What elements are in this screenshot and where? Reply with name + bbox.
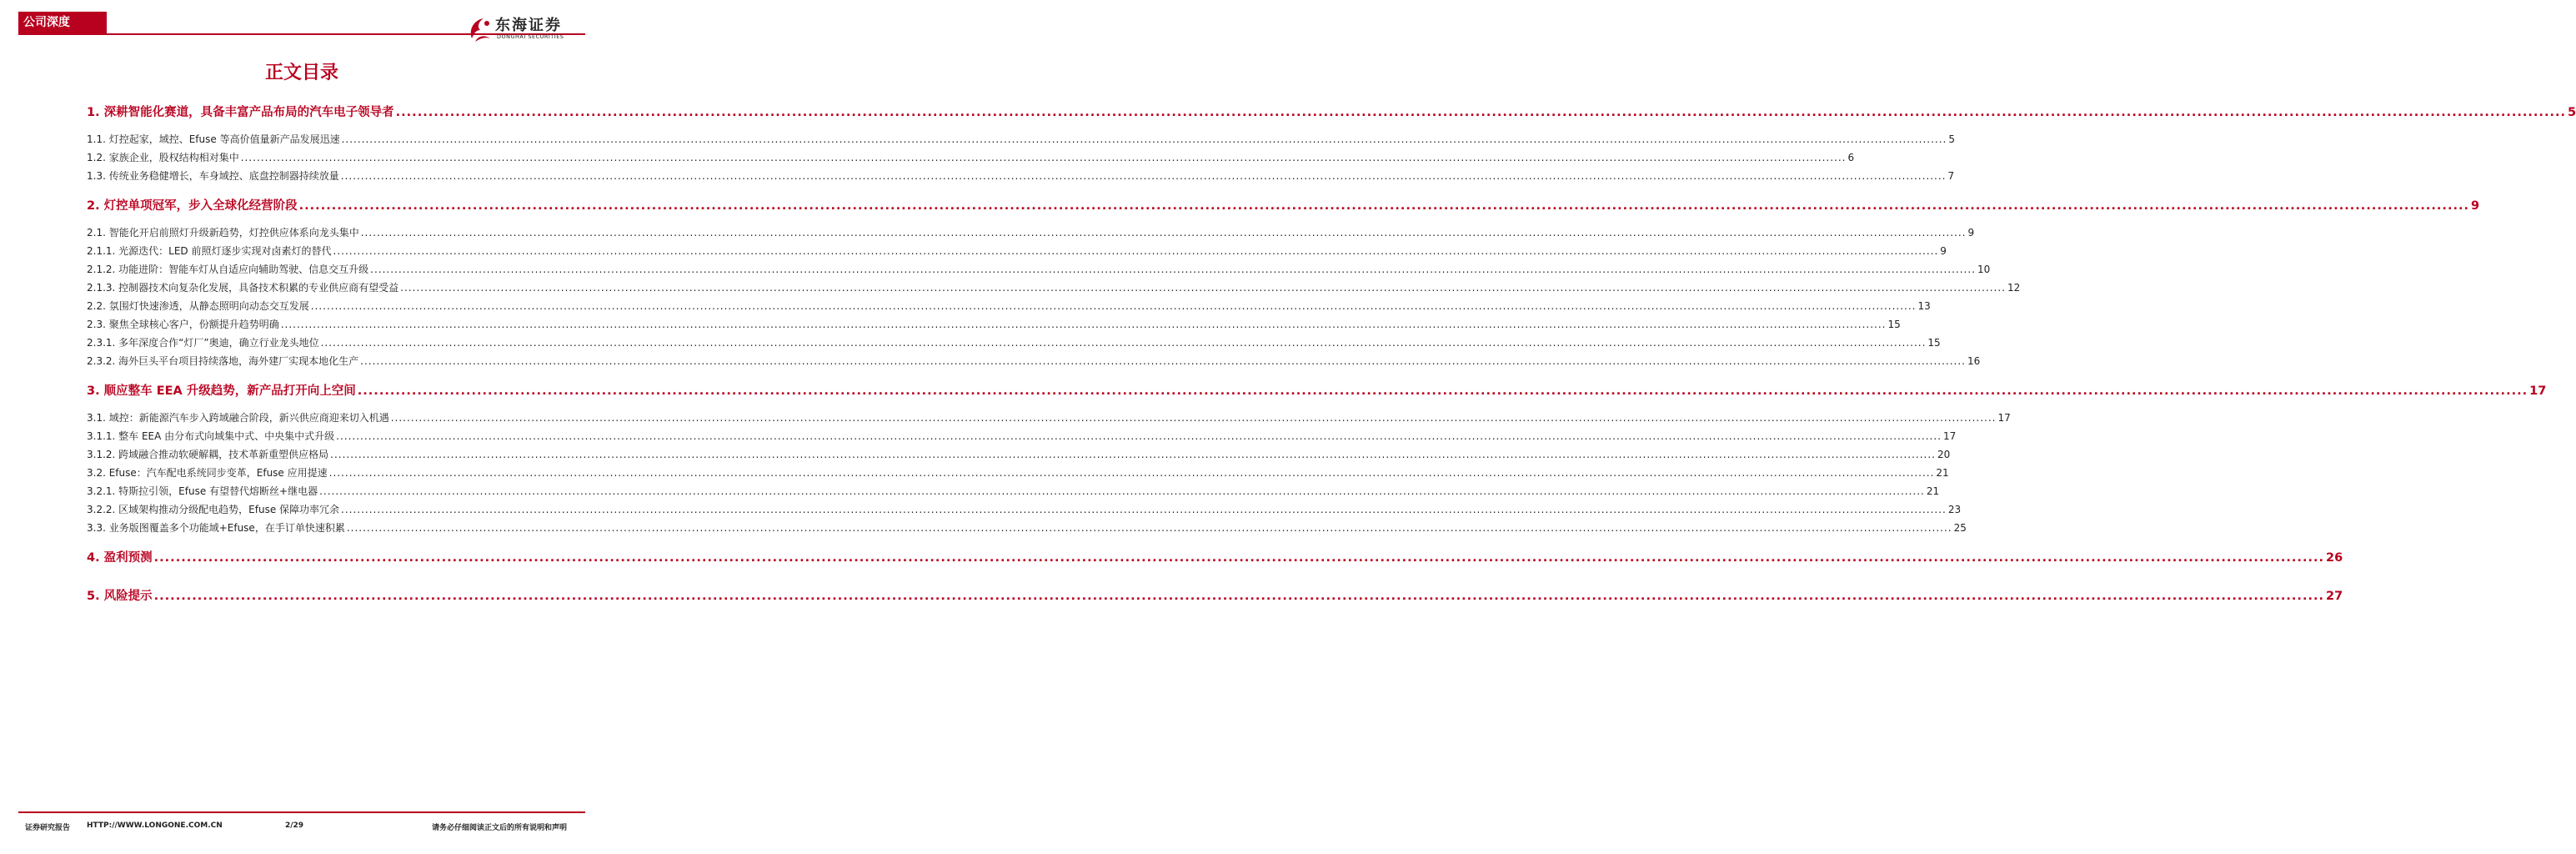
toc-chapter-entry[interactable] — [87, 102, 2576, 123]
toc-entry-page: 9 — [2470, 199, 2480, 213]
toc-section-entry[interactable] — [87, 427, 1957, 445]
toc-entry-label: 3.2.1. 特斯拉引领，Efuse 有望替代熔断丝+继电器 — [87, 485, 318, 497]
toc-dot-leader: ................................................................................................................................................................................................................................................................................................................................................................................................................ — [346, 522, 1952, 534]
toc-section-entry[interactable] — [87, 148, 1855, 167]
toc-section-entry[interactable] — [87, 297, 1931, 315]
toc-section-entry[interactable] — [87, 224, 1975, 242]
toc-dot-leader: ................................................................................................................................................................................................................................................................................................................................................................................................................ — [400, 282, 2006, 294]
footer-report-label: 证券研究报告 — [25, 824, 71, 832]
toc-entry-page: 20 — [1937, 449, 1951, 460]
toc-section-entry[interactable] — [87, 130, 1955, 148]
toc-entry-page: 17 — [2529, 384, 2547, 398]
toc-entry-page: 21 — [1936, 467, 1949, 479]
toc-gap — [87, 607, 519, 614]
footer-disclaimer: 请务必仔细阅读正文后的所有说明和声明 — [432, 824, 568, 832]
toc-section-entry[interactable] — [87, 167, 1955, 185]
toc-dot-leader: ................................................................................................................................................................................................................................................................................................................................................................................................................ — [341, 133, 1947, 145]
toc-dot-leader: ................................................................................................................................................................................................................................................................................................................................................................................................................ — [240, 152, 1847, 163]
toc-dot-leader: ................................................................................................................................................................................................................................................................................................................................................................................................................ — [390, 412, 1997, 424]
toc-entry-label: 4. 盈利预测 — [87, 551, 153, 565]
toc-gap — [87, 402, 519, 409]
logo-emblem-icon — [467, 13, 495, 47]
toc-dot-leader: ................................................................................................................................................................................................................................................................................................................................................................................................................ — [333, 245, 1939, 257]
toc-entry-label: 3.1. 域控：新能源汽车步入跨域融合阶段，新兴供应商迎来切入机遇 — [87, 412, 389, 424]
toc-dot-leader: ................................................................................................................................................................................................................................................................................................................................................................................................................ — [153, 551, 2324, 565]
toc-entry-label: 1. 深耕智能化赛道，具备丰富产品布局的汽车电子领导者 — [87, 106, 394, 119]
toc-entry-page: 12 — [2007, 282, 2021, 294]
toc-entry-page: 26 — [2325, 551, 2343, 565]
toc-section-entry[interactable] — [87, 482, 1940, 500]
toc-section-entry[interactable] — [87, 500, 1962, 519]
toc-entry-page: 23 — [1947, 504, 1962, 515]
toc-section-entry[interactable] — [87, 242, 1947, 260]
toc-entry-page: 17 — [1997, 412, 2011, 424]
toc-entry-page: 5 — [1948, 133, 1955, 145]
toc-section-entry[interactable] — [87, 519, 1967, 537]
toc-section-entry[interactable] — [87, 352, 1981, 370]
toc-section-entry[interactable] — [87, 464, 1949, 482]
toc-chapter-entry[interactable] — [87, 547, 2343, 569]
toc-chapter-entry[interactable] — [87, 380, 2547, 402]
toc-dot-leader: ................................................................................................................................................................................................................................................................................................................................................................................................................ — [319, 485, 1925, 497]
toc-gap — [87, 537, 519, 547]
toc-entry-label: 3. 顺应整车 EEA 升级趋势，新产品打开向上空间 — [87, 384, 356, 398]
toc-section-entry[interactable] — [87, 409, 2011, 427]
report-type-tag: 公司深度 — [18, 12, 107, 33]
toc-entry-label: 1.2. 家族企业，股权结构相对集中 — [87, 152, 239, 163]
toc-entry-label: 2.1.2. 功能进阶：智能车灯从自适应向辅助驾驶、信息交互升级 — [87, 264, 369, 275]
toc-gap — [87, 370, 519, 380]
toc-section-entry[interactable] — [87, 279, 2021, 297]
toc-dot-leader: ................................................................................................................................................................................................................................................................................................................................................................................................................ — [395, 106, 2566, 119]
toc-section-entry[interactable] — [87, 445, 1951, 464]
toc-section-entry[interactable] — [87, 315, 1901, 334]
toc-dot-leader: ................................................................................................................................................................................................................................................................................................................................................................................................................ — [328, 467, 1935, 479]
toc-entry-label: 2.3.2. 海外巨头平台项目持续落地，海外建厂实现本地化生产 — [87, 355, 359, 367]
toc-dot-leader: ................................................................................................................................................................................................................................................................................................................................................................................................................ — [320, 337, 1927, 349]
toc-entry-label: 3.3. 业务版图覆盖多个功能域+Efuse，在手订单快速积累 — [87, 522, 345, 534]
toc-entry-page: 27 — [2325, 590, 2343, 603]
toc-dot-leader: ................................................................................................................................................................................................................................................................................................................................................................................................................ — [340, 170, 1947, 182]
toc-entry-page: 6 — [1847, 152, 1855, 163]
toc-entry-page: 25 — [1953, 522, 1967, 534]
toc-entry-label: 3.2. Efuse：汽车配电系统同步变革，Efuse 应用提速 — [87, 467, 328, 479]
toc-entry-page: 7 — [1947, 170, 1955, 182]
toc-entry-page: 15 — [1927, 337, 1941, 349]
toc-dot-leader: ................................................................................................................................................................................................................................................................................................................................................................................................................ — [360, 355, 1966, 367]
toc-entry-label: 2.1. 智能化开启前照灯升级新趋势，灯控供应体系向龙头集中 — [87, 227, 359, 239]
toc-entry-page: 15 — [1887, 319, 1901, 330]
toc-entry-page: 10 — [1977, 264, 1991, 275]
toc-entry-page: 9 — [1940, 245, 1947, 257]
toc-entry-page: 5 — [2567, 106, 2576, 119]
toc-entry-label: 3.2.2. 区域架构推动分级配电趋势，Efuse 保障功率冗余 — [87, 504, 340, 515]
toc-entry-label: 2.3. 聚焦全球核心客户，份额提升趋势明确 — [87, 319, 279, 330]
toc-dot-leader: ................................................................................................................................................................................................................................................................................................................................................................................................................ — [357, 384, 2528, 398]
toc-entry-page: 13 — [1917, 300, 1931, 312]
footer-url[interactable]: HTTP://WWW.LONGONE.COM.CN — [87, 821, 223, 830]
company-logo — [467, 13, 592, 47]
toc-dot-leader: ................................................................................................................................................................................................................................................................................................................................................................................................................ — [336, 430, 1942, 442]
toc-chapter-entry[interactable] — [87, 585, 2343, 607]
toc-entry-label: 3.1.1. 整车 EEA 由分布式向域集中式、中央集中式升级 — [87, 430, 335, 442]
toc-entry-label: 1.1. 灯控起家，域控、Efuse 等高价值量新产品发展迅速 — [87, 133, 340, 145]
footer-divider — [18, 811, 585, 813]
toc-dot-leader: ................................................................................................................................................................................................................................................................................................................................................................................................................ — [341, 504, 1947, 515]
toc-entry-page: 9 — [1967, 227, 1975, 239]
toc-dot-leader: ................................................................................................................................................................................................................................................................................................................................................................................................................ — [298, 199, 2469, 213]
toc-entry-page: 17 — [1942, 430, 1957, 442]
toc-gap — [87, 569, 519, 575]
toc-entry-label: 5. 风险提示 — [87, 590, 153, 603]
toc-entry-label: 3.1.2. 跨域融合推动软硬解耦，技术革新重塑供应格局 — [87, 449, 329, 460]
toc-entry-label: 1.3. 传统业务稳健增长，车身域控、底盘控制器持续放量 — [87, 170, 339, 182]
page-title: 正文目录 — [264, 63, 338, 83]
toc-gap — [87, 217, 519, 224]
toc-entry-label: 2.3.1. 多年深度合作“灯厂”奥迪，确立行业龙头地位 — [87, 337, 319, 349]
toc-entry-label: 2.1.1. 光源迭代：LED 前照灯逐步实现对卤素灯的替代 — [87, 245, 332, 257]
toc-chapter-entry[interactable] — [87, 195, 2480, 217]
toc-dot-leader: ................................................................................................................................................................................................................................................................................................................................................................................................................ — [310, 300, 1917, 312]
toc-entry-page: 16 — [1967, 355, 1981, 367]
logo-english-name: DONGHAI SECURITIES — [497, 33, 564, 40]
toc-gap — [87, 123, 519, 130]
table-of-contents — [87, 92, 2576, 614]
toc-dot-leader: ................................................................................................................................................................................................................................................................................................................................................................................................................ — [370, 264, 1976, 275]
toc-entry-page: 21 — [1926, 485, 1940, 497]
logo-chinese-name: 东海证券 — [495, 17, 562, 34]
footer-page-number: 2/29 — [285, 821, 304, 830]
toc-gap — [87, 185, 519, 195]
toc-section-entry[interactable] — [87, 334, 1941, 352]
toc-dot-leader: ................................................................................................................................................................................................................................................................................................................................................................................................................ — [360, 227, 1967, 239]
toc-gap — [87, 92, 519, 102]
toc-dot-leader: ................................................................................................................................................................................................................................................................................................................................................................................................................ — [153, 590, 2324, 603]
toc-dot-leader: ................................................................................................................................................................................................................................................................................................................................................................................................................ — [330, 449, 1936, 460]
toc-section-entry[interactable] — [87, 260, 1991, 279]
toc-entry-label: 2.1.3. 控制器技术向复杂化发展，具备技术积累的专业供应商有望受益 — [87, 282, 399, 294]
toc-dot-leader: ................................................................................................................................................................................................................................................................................................................................................................................................................ — [280, 319, 1887, 330]
toc-entry-label: 2. 灯控单项冠军，步入全球化经营阶段 — [87, 199, 298, 213]
toc-gap — [87, 575, 519, 585]
toc-entry-label: 2.2. 氛围灯快速渗透，从静态照明向动态交互发展 — [87, 300, 309, 312]
